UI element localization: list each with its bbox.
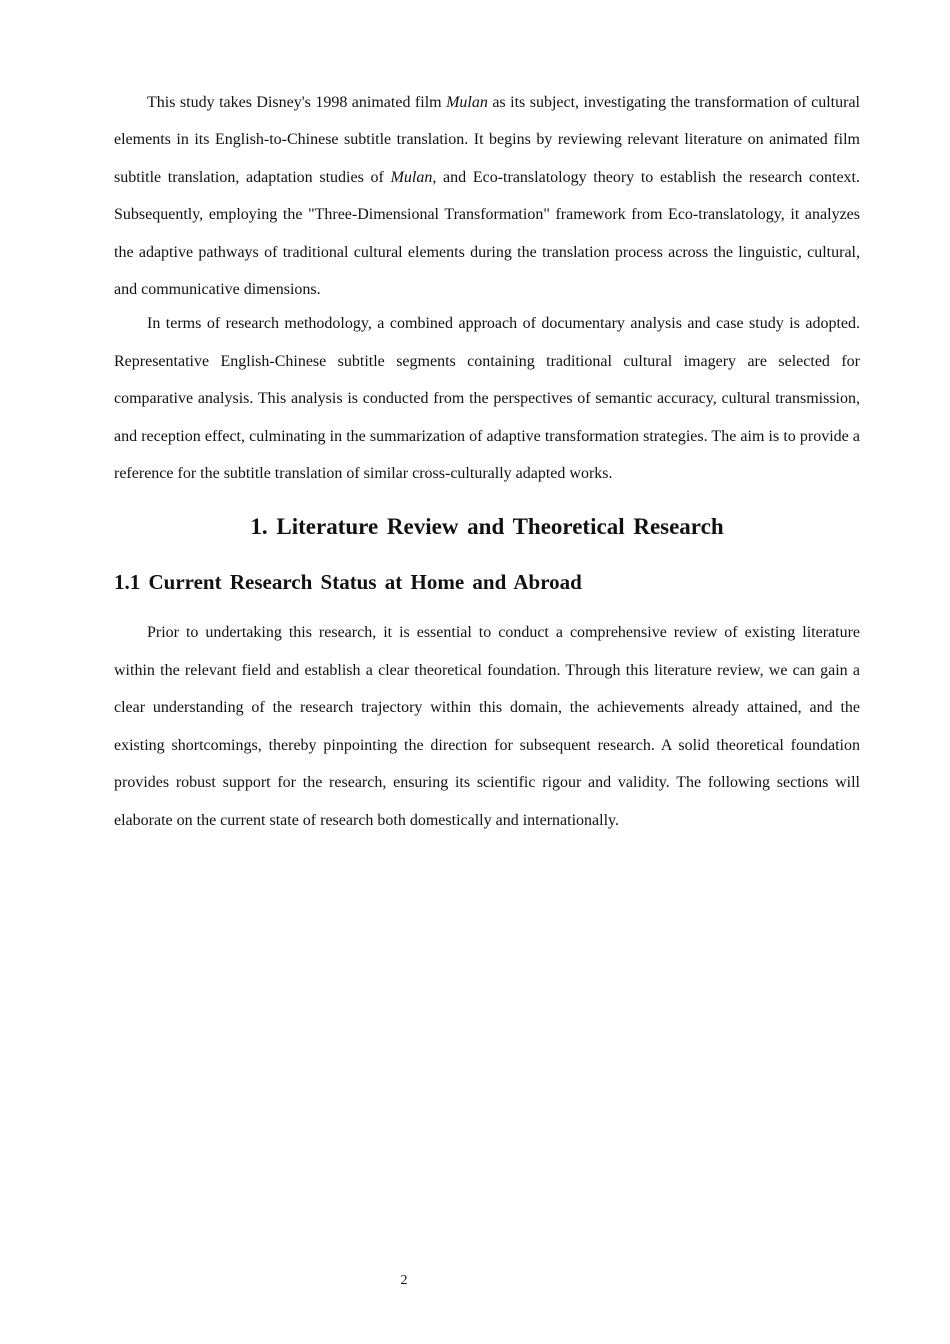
paragraph-1-text-part-1: This study takes Disney's 1998 animated film — [147, 94, 447, 111]
paragraph-1-text-part-2: as its subject, investigating the transformation of cultural elements in its English-to-Chinese subtitle translation. It begins by reviewing relevant literature on animated film subtitle translation, adaptation studies of — [114, 94, 861, 186]
document-page — [114, 84, 860, 839]
chapter-heading: 1. Literature Review and Theoretical Research — [250, 514, 724, 540]
film-title-mulan-2: Mulan — [390, 168, 433, 186]
abstract-paragraph-1 — [114, 84, 860, 308]
section-paragraph-1: Prior to undertaking this research, it is essential to conduct a comprehensive review of existing literature within the relevant field and establish a clear theoretical foundation. Through this literature review, we can gain a clear understanding of the research trajectory within this domain, the achievements already attained, and the existing shortcomings, thereby pinpointing the direction for subsequent research. A solid theoretical foundation provides robust support for the research, ensuring its scientific rigour and validity. The following sections will elaborate on the current state of research both domestically and internationally. — [114, 624, 860, 829]
page-number: 2 — [400, 1273, 408, 1288]
paragraph-1-text-part-3: , and Eco-translatology theory to establish the research context. Subsequently, employing the "Three-Dimensional Transformation" framework from Eco-translatology, it analyzes the adaptive pathways of traditional cultural elements during the translation process across the linguistic, cultural, and communicative dimensions. — [114, 168, 861, 299]
section-heading: 1.1 Current Research Status at Home and Abroad — [114, 570, 582, 595]
abstract-paragraph-2: In terms of research methodology, a combined approach of documentary analysis and case study is adopted. Representative English-Chinese subtitle segments containing traditional cultural imagery are selected for comparative analysis. This analysis is conducted from the perspectives of semantic accuracy, cultural transmission, and reception effect, culminating in the summarization of adaptive transformation strategies. The aim is to provide a reference for the subtitle translation of similar cross-culturally adapted works. — [114, 315, 860, 483]
film-title-mulan: Mulan — [446, 94, 488, 111]
